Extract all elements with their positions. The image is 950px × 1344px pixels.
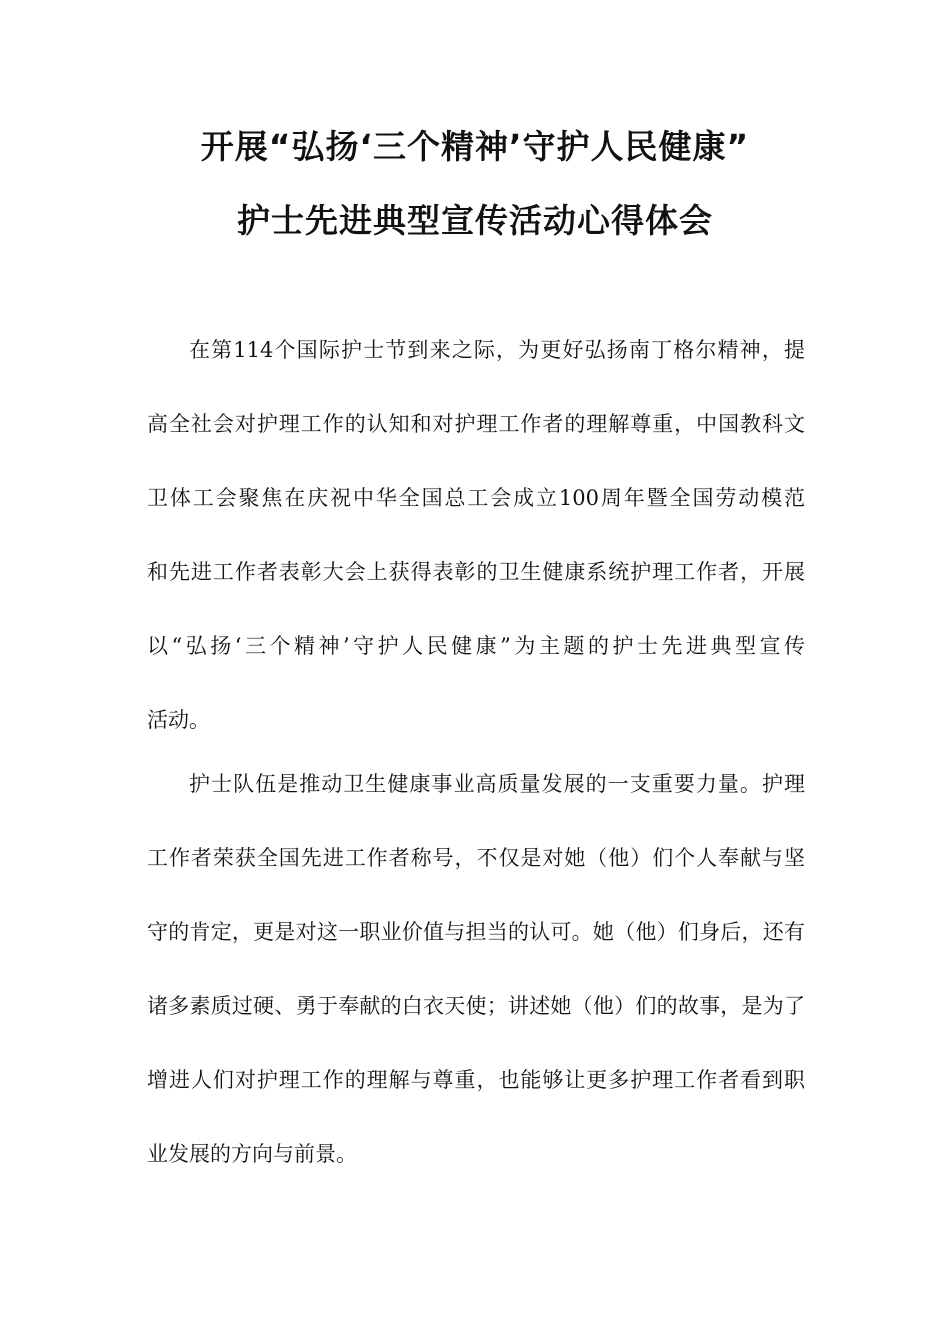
- paragraph-1-line-4: 和先进工作者表彰大会上获得表彰的卫生健康系统护理工作者，开展: [147, 560, 805, 584]
- paragraph-2-line-2: 工作者荣获全国先进工作者称号，不仅是对她（他）们个人奉献与坚: [147, 846, 805, 870]
- paragraph-2-line-5: 增进人们对护理工作的理解与尊重，也能够让更多护理工作者看到职: [147, 1068, 805, 1092]
- paragraph-1-line-6: 活动。: [147, 708, 210, 732]
- paragraph-1-line-1: 在第114个国际护士节到来之际，为更好弘扬南丁格尔精神，提: [189, 338, 805, 362]
- document-title-line-1: 开展“弘扬‘三个精神’守护人民健康”: [200, 127, 750, 166]
- paragraph-2-line-1: 护士队伍是推动卫生健康事业高质量发展的一支重要力量。护理: [189, 772, 805, 796]
- paragraph-2-line-6: 业发展的方向与前景。: [147, 1142, 357, 1166]
- paragraph-1-line-3: 卫体工会聚焦在庆祝中华全国总工会成立100周年暨全国劳动模范: [147, 486, 805, 510]
- paragraph-1-line-2: 高全社会对护理工作的认知和对护理工作者的理解尊重，中国教科文: [147, 412, 805, 436]
- paragraph-2-line-4: 诸多素质过硬、勇于奉献的白衣天使；讲述她（他）们的故事，是为了: [147, 994, 805, 1018]
- document-title-line-2: 护士先进典型宣传活动心得体会: [237, 201, 713, 240]
- paragraph-1-line-5: 以“弘扬‘三个精神’守护人民健康”为主题的护士先进典型宣传: [147, 634, 805, 658]
- paragraph-2-line-3: 守的肯定，更是对这一职业价值与担当的认可。她（他）们身后，还有: [147, 920, 805, 944]
